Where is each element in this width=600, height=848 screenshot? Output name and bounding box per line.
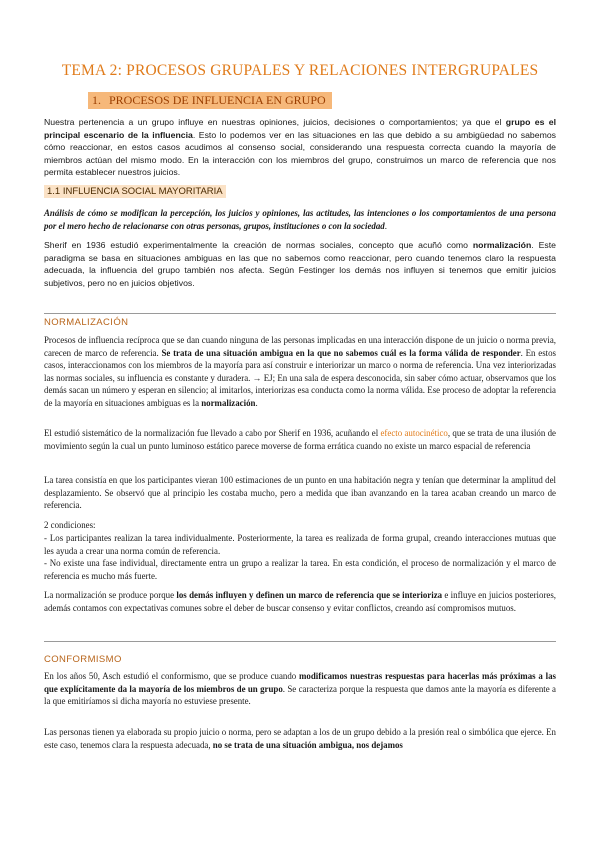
bold-run: modificamos nuestras respuestas para hacerlas más próximas a las que explícitamente da la mayoría de los miembros de un grupo [44,671,556,694]
highlight-run: efecto autocinético [380,428,448,438]
bold-run: Se trata de una situación ambigua en la que no sabemos cuál es la forma válida de responder [161,347,521,358]
normalizacion-heading: NORMALIZACIÓN [44,317,129,328]
text-run: El estudió sistemático de la normalización fue llevado a cabo por Sherif en 1936, acuñando el [44,428,381,438]
text-run: Procesos de influencia recíproca que se dan cuando ninguna de las personas implicadas en una interacción dispone de un juicio o norma previa, carecen de marco de referencia. [44,335,556,358]
bold-run: los demás influyen y definen un marco de referencia que se interioriza [176,590,443,600]
section-number: 1. [92,93,101,107]
normalizacion-paragraph-3: La tarea consistía en que los participantes vieran 100 estimaciones de un punto en una habitación negra y tenían que determinar la amplitud del desplazamiento. Se observó que al principio les costaba mucho, pero a medida que iban avanzando en la tarea acaban creando un marco de referencia. [44,475,556,511]
bold-run: no se trata de una situación ambigua, nos dejamos [212,739,403,750]
divider [44,641,556,642]
section-heading-1 [88,92,332,109]
text-run: . [255,397,258,408]
text-run: . Se caracteriza porque la respuesta que damos ante la mayoría es diferente a la que emitiríamos si dicha mayoría no estuviese presente. [44,683,556,707]
text-run: La normalización se produce porque [44,590,177,600]
conformismo-heading: CONFORMISMO [44,654,122,665]
sherif-paragraph [44,239,556,289]
definition-paragraph [44,207,556,232]
conditions-title: 2 condiciones: [44,520,96,530]
bold-italic-run: Análisis de cómo se modifican la percepción, los juicios y opiniones, las actitudes, las intenciones o los comportamientos de una persona por el mero hecho de relacionarse con otras personas, grupos, instituciones o con la sociedad [44,208,556,231]
divider [44,313,556,314]
bold-run: normalización [472,240,532,250]
section-heading-label: PROCESOS DE INFLUENCIA EN GRUPO [109,93,326,107]
text-run: Nuestra pertenencia a un grupo influye en nuestras opiniones, juicios, decisiones o comportamientos; ya que el [44,117,506,127]
bold-run: grupo es el principal escenario de la influencia [44,117,556,140]
text-run: . [384,220,387,231]
text-run: . Este paradigma se basa en situaciones ambiguas en las que no sabemos como reaccionar, pero cuando tenemos claro la respuesta adecuada, la influencia del grupo también nos afecta. Según Festinger los demás nos influyen si tenemos que emitir juicios subjetivos, pero no en juicios objetivos. [44,240,556,288]
condition-2: - No existe una fase individual, directamente entra un grupo a realizar la tarea. En esta condición, el proceso de normalización y el marco de referencia es mucho más fuerte. [44,558,556,581]
normalizacion-paragraph-2 [44,427,556,452]
conformismo-paragraph-1 [44,670,556,708]
text-run: . En estos casos, interaccionamos con los miembros de la mayoría para así construir e interiorizar un marco o norma de referencia. Una vez interiorizadas las normas sociales, su influencia es constante y duradera. → EJ; En una sala de espera desconocida, sin saber cómo actuar, observamos que los demás sacan un número y esperan en silencio; al imitarlos, interiorizas esa conducta como la norma válida. Ese proceso de adoptar la referencia de la mayoría en situaciones ambiguas es la [44,347,556,408]
text-run: . Esto lo podemos ver en las situaciones en las que debido a su ambigüedad no sabemos cómo reaccionar, en estos casos acudimos al consenso social, considerando una respuesta correcta cuando la mayoría de miembros actúan del mismo modo. En la interacción con los miembros del grupo, construimos un marco de referencia que nos permita establecer nuestros juicios. [44,129,556,178]
intro-paragraph [44,116,556,179]
normalizacion-paragraph-1 [44,334,556,410]
bold-run: normalización [201,397,256,408]
text-run: Las personas tienen ya elaborada su propio juicio o norma, pero se adaptan a los de un grupo debido a la presión real o simbólica que ejerce. En este caso, tenemos clara la respuesta adecuada, [44,727,556,750]
conformismo-paragraph-2 [44,726,556,751]
text-run: Sherif en 1936 estudió experimentalmente la creación de normas sociales, concepto que acuñó como [44,240,473,250]
normalizacion-paragraph-5 [44,589,556,614]
text-run: e influye en juicios posteriores, además contamos con expectativas comunes sobre el deber de buscar consenso y evitar conflictos, creando así compromisos mutuos. [44,590,557,613]
text-run: , que se trata de una ilusión de movimiento según la cual un punto luminoso estático parece moverse de forma errática cuando no existe un marco espacial de referencia [44,428,556,451]
subsection-heading: 1.1 INFLUENCIA SOCIAL MAYORITARIA [44,185,226,198]
text-run: En los años 50, Asch estudió el conformismo, que se produce cuando [44,671,300,681]
page-title: TEMA 2: PROCESOS GRUPALES Y RELACIONES INTERGRUPALES [61,62,539,79]
condition-1: - Los participantes realizan la tarea individualmente. Posteriormente, la tarea es realizada de forma grupal, creando interacciones mutuas que les ayuda a crear una norma común de referencia. [44,533,556,556]
